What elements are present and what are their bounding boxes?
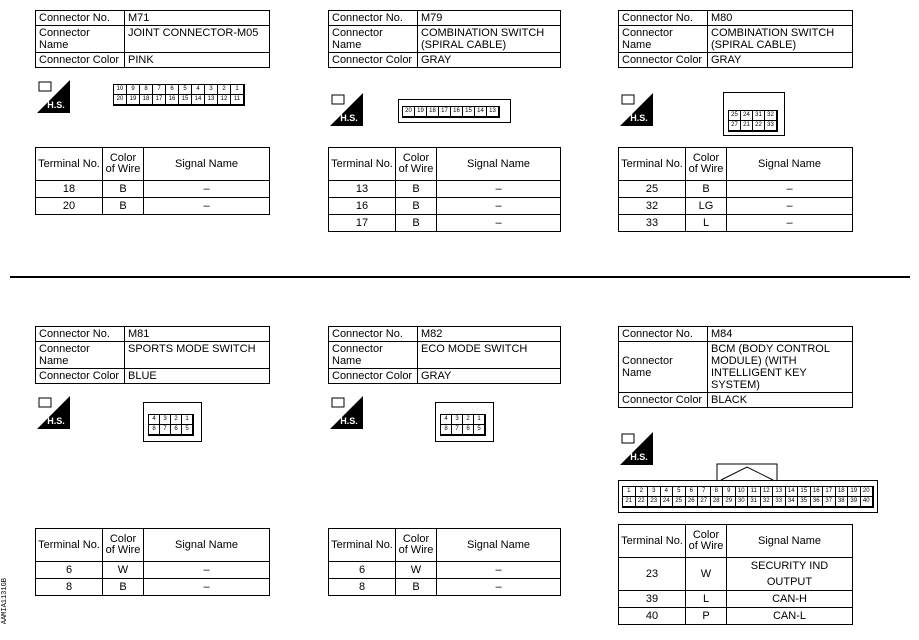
signal-header: Signal Name — [144, 529, 270, 562]
pin: 20 — [402, 106, 415, 117]
connector-m71-pinout — [113, 84, 245, 106]
harness-side-icon — [620, 93, 653, 126]
table-row — [329, 198, 561, 215]
side-code: AAMIA1131GB — [1, 578, 9, 625]
pin: 29 — [722, 496, 736, 507]
connector-name-value: COMBINATION SWITCH (SPIRAL CABLE) — [708, 26, 853, 53]
wire-header: Color of Wire — [396, 148, 437, 181]
svg-text:H.S.: H.S. — [340, 113, 358, 123]
connector-color-value: BLUE — [125, 369, 270, 384]
section-divider — [10, 276, 910, 278]
pin: 30 — [735, 496, 749, 507]
connector-no-value: M84 — [708, 327, 853, 342]
connector-no-value: M80 — [708, 11, 853, 26]
connector-color-value: GRAY — [418, 369, 561, 384]
signal-cell: SECURITY IND OUTPUT — [727, 558, 853, 591]
terminal-header: Terminal No. — [329, 148, 396, 181]
connector-no-value: M71 — [125, 11, 270, 26]
pin: 28 — [710, 496, 724, 507]
connector-no-label: Connector No. — [619, 11, 708, 26]
connector-no-value: M81 — [125, 327, 270, 342]
connector-m80-terminals — [618, 147, 853, 232]
pin: 22 — [635, 496, 649, 507]
pin: 13 — [486, 106, 499, 117]
connector-m81-info — [35, 326, 270, 384]
connector-m84-latch — [716, 463, 778, 481]
connector-color-value: BLACK — [708, 393, 853, 408]
terminal-cell: 39 — [619, 591, 686, 608]
terminal-header: Terminal No. — [36, 148, 103, 181]
connector-name-label: Connector Name — [36, 342, 125, 369]
wire-header: Color of Wire — [686, 148, 727, 181]
harness-side-icon — [620, 432, 653, 465]
terminal-header: Terminal No. — [36, 529, 103, 562]
pin: 15 — [178, 94, 192, 105]
table-row — [619, 591, 853, 608]
wire-cell: P — [686, 608, 727, 625]
pin: 4 — [440, 414, 452, 425]
pin: 3 — [451, 414, 463, 425]
signal-header: Signal Name — [727, 148, 853, 181]
connector-color-label: Connector Color — [619, 53, 708, 68]
pin: 21 — [740, 120, 753, 131]
connector-color-label: Connector Color — [36, 53, 125, 68]
connector-name-label: Connector Name — [329, 342, 418, 369]
pin: 19 — [847, 486, 861, 497]
pin: 15 — [797, 486, 811, 497]
pin: 1 — [230, 84, 244, 95]
connector-m79-terminals — [328, 147, 561, 232]
pin: 10 — [113, 84, 127, 95]
pin: 35 — [797, 496, 811, 507]
wire-header: Color of Wire — [103, 529, 144, 562]
connector-m71-info — [35, 10, 270, 68]
signal-cell: – — [437, 198, 561, 215]
table-row — [619, 198, 853, 215]
pin: 13 — [772, 486, 786, 497]
pin: 36 — [810, 496, 824, 507]
connector-m81-terminals — [35, 528, 270, 596]
svg-text:H.S.: H.S. — [630, 452, 648, 462]
table-row — [36, 579, 270, 596]
pin: 5 — [181, 424, 193, 435]
wire-cell: B — [103, 181, 144, 198]
connector-color-label: Connector Color — [329, 369, 418, 384]
table-row — [619, 558, 853, 591]
wire-cell: L — [686, 215, 727, 232]
pin: 33 — [764, 120, 777, 131]
terminal-cell: 33 — [619, 215, 686, 232]
connector-name-label: Connector Name — [329, 26, 418, 53]
pin: 16 — [810, 486, 824, 497]
pin: 2 — [217, 84, 231, 95]
table-row — [619, 181, 853, 198]
pin: 6 — [462, 424, 474, 435]
wire-cell: B — [103, 579, 144, 596]
pin: 14 — [191, 94, 205, 105]
wire-header: Color of Wire — [103, 148, 144, 181]
terminal-cell: 20 — [36, 198, 103, 215]
wire-cell: LG — [686, 198, 727, 215]
terminal-cell: 25 — [619, 181, 686, 198]
connector-color-value: GRAY — [418, 53, 561, 68]
pin: 11 — [747, 486, 761, 497]
pin: 31 — [747, 496, 761, 507]
harness-side-icon — [37, 80, 70, 113]
table-row — [619, 215, 853, 232]
pin: 15 — [462, 106, 475, 117]
pin: 4 — [191, 84, 205, 95]
signal-cell: – — [727, 198, 853, 215]
pin: 2 — [462, 414, 474, 425]
pin: 6 — [170, 424, 182, 435]
pin: 18 — [426, 106, 439, 117]
pin: 1 — [473, 414, 485, 425]
connector-no-value: M79 — [418, 11, 561, 26]
pin: 1 — [181, 414, 193, 425]
connector-color-label: Connector Color — [619, 393, 708, 408]
pin: 4 — [660, 486, 674, 497]
terminal-cell: 23 — [619, 558, 686, 591]
pin: 26 — [685, 496, 699, 507]
svg-text:H.S.: H.S. — [340, 416, 358, 426]
connector-no-label: Connector No. — [619, 327, 708, 342]
pin: 18 — [835, 486, 849, 497]
connector-no-label: Connector No. — [36, 327, 125, 342]
wire-cell: B — [396, 181, 437, 198]
terminal-cell: 13 — [329, 181, 396, 198]
connector-m71-terminals — [35, 147, 270, 215]
pin: 9 — [126, 84, 140, 95]
pin: 4 — [148, 414, 160, 425]
wire-cell: B — [686, 181, 727, 198]
svg-text:H.S.: H.S. — [47, 416, 65, 426]
pin: 12 — [217, 94, 231, 105]
wire-header: Color of Wire — [686, 525, 727, 558]
terminal-header: Terminal No. — [329, 529, 396, 562]
connector-no-label: Connector No. — [329, 11, 418, 26]
terminal-cell: 6 — [36, 562, 103, 579]
pin: 13 — [204, 94, 218, 105]
wire-cell: B — [103, 198, 144, 215]
signal-header: Signal Name — [144, 148, 270, 181]
connector-color-label: Connector Color — [36, 369, 125, 384]
signal-header: Signal Name — [727, 525, 853, 558]
pin: 19 — [414, 106, 427, 117]
signal-cell: – — [144, 181, 270, 198]
pin: 1 — [622, 486, 636, 497]
pin: 7 — [152, 84, 166, 95]
pin: 5 — [672, 486, 686, 497]
pin: 9 — [722, 486, 736, 497]
table-row — [619, 608, 853, 625]
pin: 22 — [752, 120, 765, 131]
pin: 19 — [126, 94, 140, 105]
signal-cell: CAN-L — [727, 608, 853, 625]
connector-name-value: BCM (BODY CONTROL MODULE) (WITH INTELLIGENT KEY SYSTEM) — [708, 342, 853, 393]
connector-m80-pinout — [728, 110, 778, 132]
pin: 32 — [764, 110, 777, 121]
wire-cell: B — [396, 579, 437, 596]
pin: 27 — [728, 120, 741, 131]
pin: 14 — [785, 486, 799, 497]
pin: 17 — [438, 106, 451, 117]
signal-cell: – — [144, 562, 270, 579]
connector-m79-pinout — [402, 106, 500, 118]
pin: 32 — [760, 496, 774, 507]
pin: 20 — [860, 486, 874, 497]
connector-color-value: GRAY — [708, 53, 853, 68]
table-row — [329, 181, 561, 198]
signal-cell: – — [144, 198, 270, 215]
pin: 3 — [204, 84, 218, 95]
table-row — [36, 198, 270, 215]
connector-no-label: Connector No. — [36, 11, 125, 26]
wire-cell: W — [686, 558, 727, 591]
table-row — [36, 181, 270, 198]
pin: 11 — [230, 94, 244, 105]
signal-cell: – — [727, 181, 853, 198]
pin: 25 — [728, 110, 741, 121]
pin: 17 — [152, 94, 166, 105]
wire-cell: L — [686, 591, 727, 608]
table-row — [36, 562, 270, 579]
harness-side-icon — [330, 396, 363, 429]
table-row — [329, 562, 561, 579]
pin: 14 — [474, 106, 487, 117]
connector-name-label: Connector Name — [619, 26, 708, 53]
pin: 31 — [752, 110, 765, 121]
pin: 34 — [785, 496, 799, 507]
table-row — [329, 579, 561, 596]
signal-header: Signal Name — [437, 529, 561, 562]
signal-cell: – — [437, 562, 561, 579]
harness-side-icon — [37, 396, 70, 429]
connector-name-label: Connector Name — [36, 26, 125, 53]
pin: 40 — [860, 496, 874, 507]
pin: 37 — [822, 496, 836, 507]
connector-no-label: Connector No. — [329, 327, 418, 342]
pin: 7 — [451, 424, 463, 435]
pin: 8 — [440, 424, 452, 435]
pin: 38 — [835, 496, 849, 507]
wire-cell: W — [103, 562, 144, 579]
connector-name-value: ECO MODE SWITCH — [418, 342, 561, 369]
wire-cell: B — [396, 215, 437, 232]
terminal-cell: 17 — [329, 215, 396, 232]
terminal-cell: 40 — [619, 608, 686, 625]
wire-header: Color of Wire — [396, 529, 437, 562]
connector-m79-info — [328, 10, 561, 68]
pin: 24 — [740, 110, 753, 121]
pin: 27 — [697, 496, 711, 507]
pin: 10 — [735, 486, 749, 497]
terminal-header: Terminal No. — [619, 525, 686, 558]
pin: 7 — [159, 424, 171, 435]
pin: 3 — [647, 486, 661, 497]
connector-name-value: SPORTS MODE SWITCH — [125, 342, 270, 369]
svg-text:H.S.: H.S. — [47, 100, 65, 110]
terminal-cell: 18 — [36, 181, 103, 198]
connector-name-value: JOINT CONNECTOR-M05 — [125, 26, 270, 53]
pin: 16 — [450, 106, 463, 117]
pin: 18 — [139, 94, 153, 105]
signal-cell: – — [144, 579, 270, 596]
pin: 5 — [178, 84, 192, 95]
pin: 39 — [847, 496, 861, 507]
signal-header: Signal Name — [437, 148, 561, 181]
pin: 8 — [139, 84, 153, 95]
pin: 8 — [710, 486, 724, 497]
pin: 12 — [760, 486, 774, 497]
signal-cell: CAN-H — [727, 591, 853, 608]
connector-m84-pinout — [622, 486, 874, 508]
terminal-cell: 8 — [36, 579, 103, 596]
pin: 6 — [685, 486, 699, 497]
connector-m82-terminals — [328, 528, 561, 596]
wire-cell: W — [396, 562, 437, 579]
connector-m82-info — [328, 326, 561, 384]
pin: 16 — [165, 94, 179, 105]
harness-side-icon — [330, 93, 363, 126]
terminal-cell: 8 — [329, 579, 396, 596]
signal-cell: – — [437, 579, 561, 596]
connector-m82-pinout — [440, 414, 486, 436]
svg-text:H.S.: H.S. — [630, 113, 648, 123]
pin: 8 — [148, 424, 160, 435]
connector-m84-info — [618, 326, 853, 408]
pin: 21 — [622, 496, 636, 507]
connector-m80-info — [618, 10, 853, 68]
pin: 33 — [772, 496, 786, 507]
terminal-cell: 16 — [329, 198, 396, 215]
table-row — [329, 215, 561, 232]
connector-name-label: Connector Name — [619, 342, 708, 393]
pin: 23 — [647, 496, 661, 507]
pin: 2 — [635, 486, 649, 497]
pin: 24 — [660, 496, 674, 507]
signal-cell: – — [437, 215, 561, 232]
terminal-cell: 32 — [619, 198, 686, 215]
signal-cell: – — [437, 181, 561, 198]
pin: 7 — [697, 486, 711, 497]
pin: 5 — [473, 424, 485, 435]
pin: 3 — [159, 414, 171, 425]
terminal-cell: 6 — [329, 562, 396, 579]
connector-color-value: PINK — [125, 53, 270, 68]
pin: 2 — [170, 414, 182, 425]
connector-m81-pinout — [148, 414, 194, 436]
connector-color-label: Connector Color — [329, 53, 418, 68]
connector-name-value: COMBINATION SWITCH (SPIRAL CABLE) — [418, 26, 561, 53]
wire-cell: B — [396, 198, 437, 215]
pin: 6 — [165, 84, 179, 95]
connector-m84-terminals — [618, 524, 853, 625]
pin: 17 — [822, 486, 836, 497]
connector-no-value: M82 — [418, 327, 561, 342]
pin: 25 — [672, 496, 686, 507]
signal-cell: – — [727, 215, 853, 232]
terminal-header: Terminal No. — [619, 148, 686, 181]
pin: 20 — [113, 94, 127, 105]
